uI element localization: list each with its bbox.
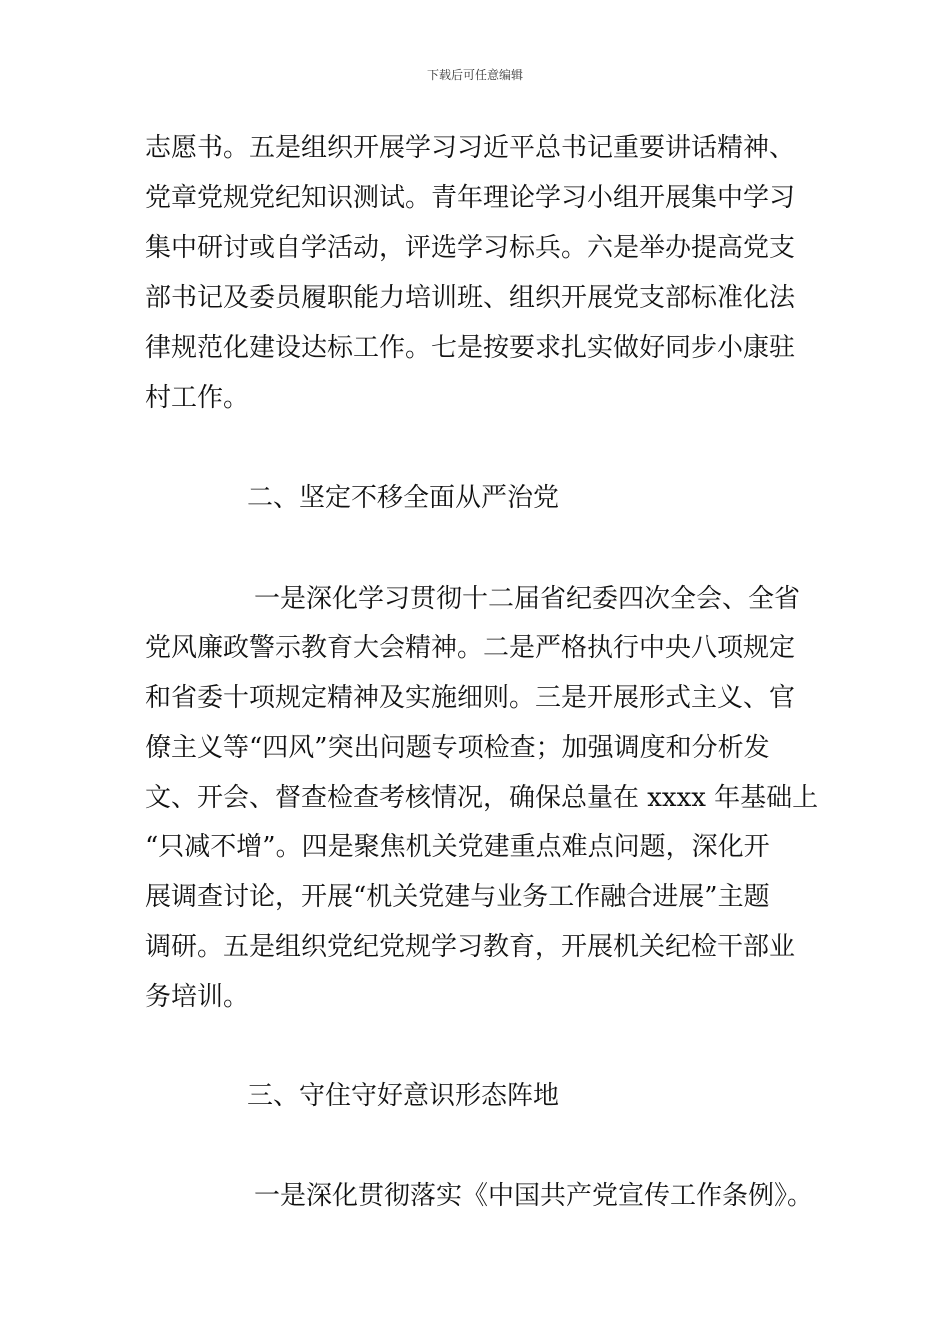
text-line: 务培训。 (145, 982, 250, 1012)
text-line: 一是深化学习贯彻十二届省纪委四次全会、全省 (254, 584, 801, 614)
text-line: “只减不增”。四是聚焦机关党建重点难点问题，深化开 (145, 832, 770, 862)
text-line: 一是深化贯彻落实《中国共产党宣传工作条例》。 (254, 1181, 814, 1211)
text-line: 党风廉政警示教育大会精神。二是严格执行中央八项规定 (145, 633, 796, 663)
text-line: 律规范化建设达标工作。七是按要求扎实做好同步小康驻 (145, 333, 796, 363)
text-line: 部书记及委员履职能力培训班、组织开展党支部标准化法 (145, 283, 796, 313)
text-line: 志愿书。五是组织开展学习习近平总书记重要讲话精神、 (145, 133, 796, 163)
text-line: 展调查讨论，开展“机关党建与业务工作融合进展”主题 (145, 882, 770, 912)
text-line: 和省委十项规定精神及实施细则。三是开展形式主义、官 (145, 683, 796, 713)
text-line: 僚主义等“四风”突出问题专项检查；加强调度和分析发 (145, 733, 770, 763)
section-heading: 二、坚定不移全面从严治党 (247, 483, 560, 513)
section-heading: 三、守住守好意识形态阵地 (247, 1081, 560, 1111)
text-line: 集中研讨或自学活动，评选学习标兵。六是举办提高党支 (145, 233, 796, 263)
text-line: 党章党规党纪知识测试。青年理论学习小组开展集中学习 (145, 183, 796, 213)
page-header: 下载后可任意编辑 (426, 68, 523, 82)
text-line: 文、开会、督查检查考核情况，确保总量在 xxxx 年基础上 (145, 783, 819, 813)
text-line: 调研。五是组织党纪党规学习教育，开展机关纪检干部业 (145, 932, 796, 962)
text-line: 村工作。 (145, 383, 250, 413)
